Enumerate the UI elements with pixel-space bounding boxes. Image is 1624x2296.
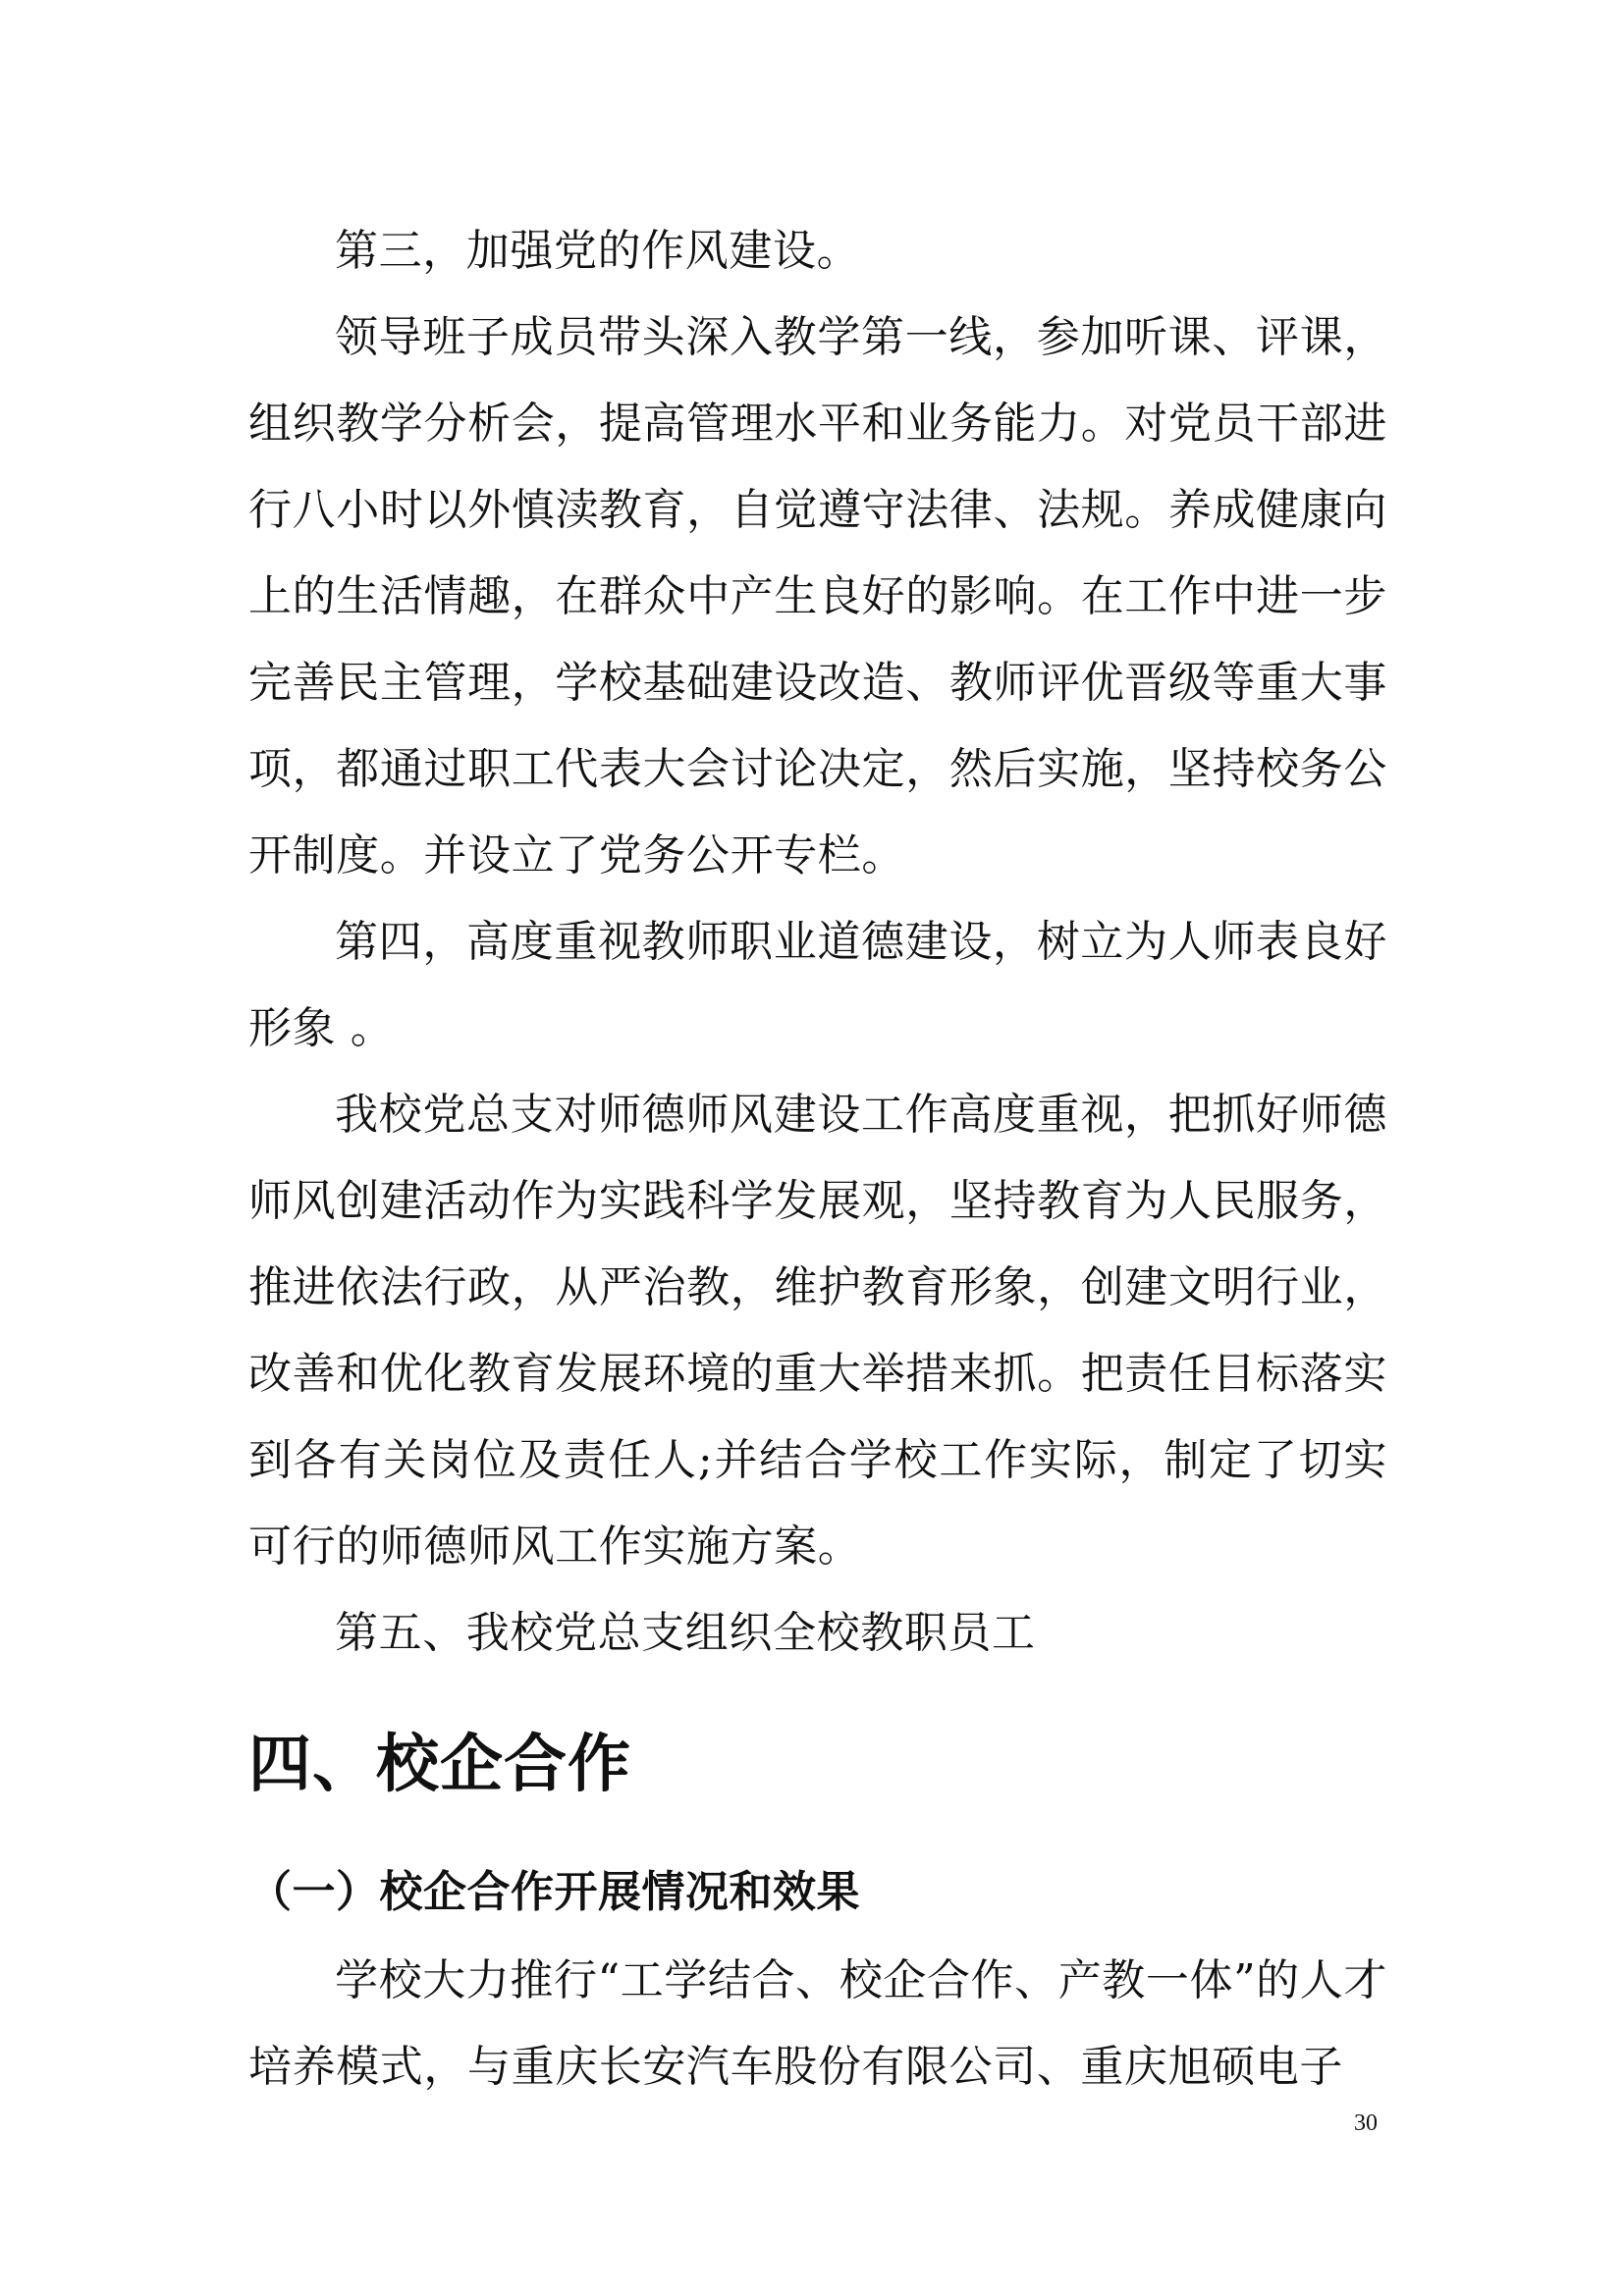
subsection-heading-cooperation-results: （一）校企合作开展情况和效果 bbox=[248, 1867, 860, 1917]
page-body bbox=[248, 208, 1387, 2110]
page-number: 30 bbox=[1354, 2110, 1378, 2136]
paragraph-fifth-point: 第五、我校党总支组织全校教职员工 bbox=[335, 1608, 1036, 1658]
paragraph-leadership-style: 领导班子成员带头深入教学第一线，参加听课、评课，组织教学分析会，提高管理水平和业务能力。对党员干部进行八小时以外慎渎教育，自觉遵守法律、法规。养成健康向上的生活情趣，在群众中产生良好的影响。在工作中进一步完善民主管理，学校基础建设改造、教师评优晋级等重大事项，都通过职工代表大会讨论决定，然后实施，坚持校务公开制度。并设立了党务公开专栏。 bbox=[248, 312, 1387, 881]
paragraph-fourth-point: 第四，高度重视教师职业道德建设，树立为人师表良好形象 。 bbox=[248, 917, 1387, 1053]
section-heading-school-enterprise: 四、校企合作 bbox=[248, 1729, 631, 1801]
paragraph-third-point: 第三，加强党的作风建设。 bbox=[335, 226, 861, 276]
paragraph-teacher-ethics: 我校党总支对师德师风建设工作高度重视，把抓好师德师风创建活动作为实践科学发展观，坚持教育为人民服务，推进依法行政，从严治教，维护教育形象，创建文明行业，改善和优化教育发展环境的重大举措来抓。把责任目标落实到各有关岗位及责任人;并结合学校工作实际，制定了切实可行的师德师风工作实施方案。 bbox=[248, 1090, 1387, 1572]
paragraph-training-model: 学校大力推行“工学结合、校企合作、产教一体”的人才培养模式，与重庆长安汽车股份有限公司、重庆旭硕电子 bbox=[248, 1955, 1387, 2092]
